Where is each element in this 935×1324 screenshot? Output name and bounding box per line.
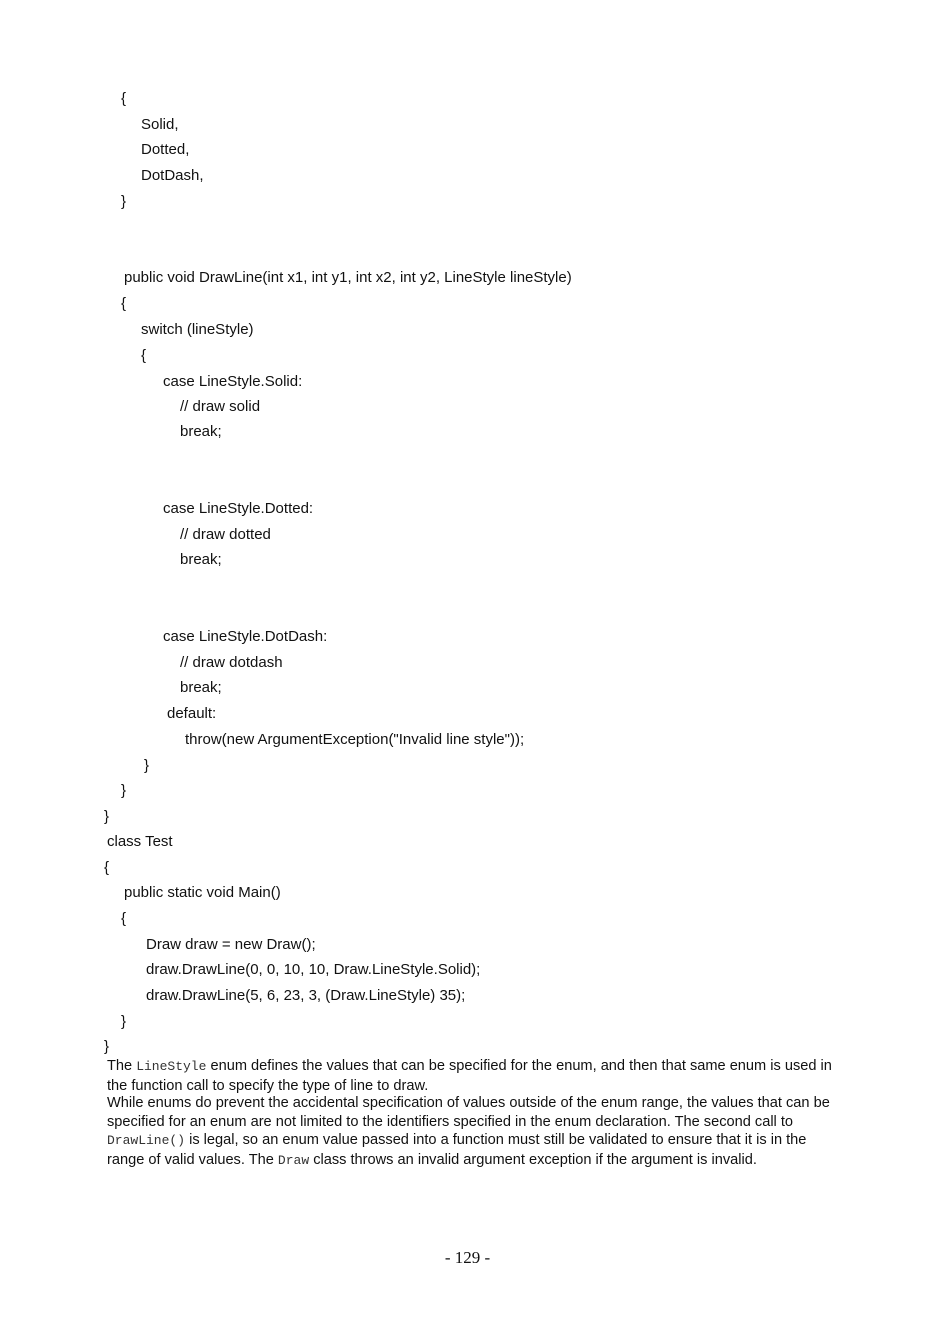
code-line: } xyxy=(104,1038,110,1055)
code-line: // draw dotted xyxy=(180,526,271,543)
code-line: break; xyxy=(180,423,222,440)
code-line: } xyxy=(121,782,127,799)
code-line: case LineStyle.DotDash: xyxy=(163,628,328,645)
code-line: { xyxy=(121,295,127,312)
inline-code: DrawLine() xyxy=(107,1133,186,1149)
code-line: case LineStyle.Solid: xyxy=(163,373,303,390)
paragraph-text: enum defines the values that can be specified for the enum, and then that same enum is used in the function call to specify the type of line to draw. xyxy=(107,1058,832,1094)
code-line: switch (lineStyle) xyxy=(141,321,254,338)
code-line: { xyxy=(141,347,147,364)
code-line: // draw dotdash xyxy=(180,654,283,671)
code-line: { xyxy=(104,859,110,876)
code-line: } xyxy=(144,757,150,774)
code-line: break; xyxy=(180,551,222,568)
code-line: Draw draw = new Draw(); xyxy=(146,936,316,953)
code-line: break; xyxy=(180,679,222,696)
code-line: public static void Main() xyxy=(124,884,281,901)
code-line: // draw solid xyxy=(180,398,261,415)
page-number: - 129 - xyxy=(444,1248,491,1267)
paragraph-text: While enums do prevent the accidental specification of values outside of the enum range, the values that can be specified for an enum are not limited to the identifiers specified in the enum declaration. The second call to xyxy=(107,1095,830,1130)
inline-code: LineStyle xyxy=(136,1059,207,1074)
code-line: { xyxy=(121,910,127,927)
paragraph-text: The xyxy=(107,1058,137,1074)
code-line: Dotted, xyxy=(141,141,190,158)
code-line: DotDash, xyxy=(141,167,204,184)
code-line: draw.DrawLine(5, 6, 23, 3, (Draw.LineStyle) 35); xyxy=(146,987,466,1004)
paragraph xyxy=(107,1094,842,1170)
code-line: case LineStyle.Dotted: xyxy=(163,500,314,517)
code-line: } xyxy=(104,808,110,825)
code-line: } xyxy=(121,193,127,210)
code-line: throw(new ArgumentException("Invalid line style")); xyxy=(185,731,525,748)
code-line: { xyxy=(121,90,127,107)
code-line: Solid, xyxy=(141,116,179,133)
paragraph-text: is legal, so an enum value passed into a function must still be validated to ensure that it is in the range of valid values. The xyxy=(107,1132,807,1168)
inline-code: Draw xyxy=(277,1152,310,1168)
code-line: public void DrawLine(int x1, int y1, int x2, int y2, LineStyle lineStyle) xyxy=(124,269,572,286)
code-line: } xyxy=(121,1013,127,1030)
paragraph-text: class throws an invalid argument exception if the argument is invalid. xyxy=(309,1151,757,1168)
code-line: class Test xyxy=(107,833,173,850)
paragraph xyxy=(107,1057,842,1095)
code-line: default: xyxy=(167,705,217,722)
code-line: draw.DrawLine(0, 0, 10, 10, Draw.LineStyle.Solid); xyxy=(146,961,481,978)
